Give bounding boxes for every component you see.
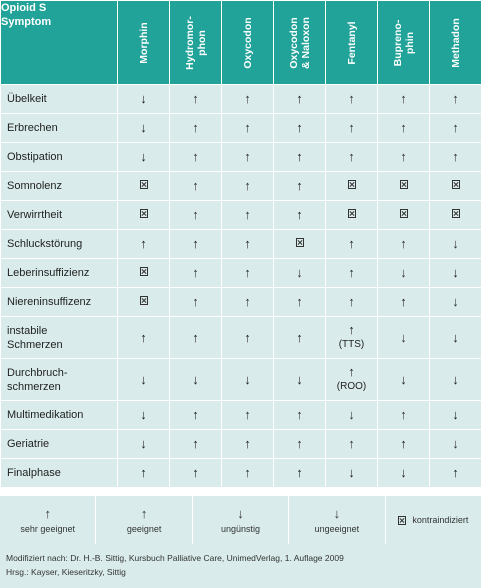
contraindicated-icon	[348, 209, 356, 218]
rating-cell	[118, 114, 170, 143]
rating-cell	[222, 401, 274, 430]
rating-cell	[222, 114, 274, 143]
drug-label: Hydromor- phon	[183, 15, 208, 70]
rating-cell	[170, 85, 222, 114]
rating-cell	[430, 459, 481, 488]
symptom-label: Verwirrtheit	[1, 201, 118, 230]
arrow-up-icon: ↑	[348, 322, 355, 337]
rating-cell	[118, 459, 170, 488]
symptom-label: Leberinsuffizienz	[1, 259, 118, 288]
rating-cell	[430, 359, 481, 401]
rating-cell	[274, 401, 326, 430]
symptom-label: Somnolenz	[1, 172, 118, 201]
source-footer	[0, 544, 481, 588]
rating-cell	[326, 201, 378, 230]
rating-cell	[378, 317, 430, 359]
arrow-up-icon: ↑	[192, 294, 199, 309]
table-row	[1, 114, 481, 143]
arrow-up-icon: ↑	[244, 465, 251, 480]
rating-cell	[326, 230, 378, 259]
arrow-up-icon: ↑	[452, 149, 459, 164]
arrow-down-icon: ↓	[140, 436, 147, 451]
rating-cell	[170, 259, 222, 288]
arrow-down-icon: ↓	[452, 329, 459, 345]
rating-cell	[118, 201, 170, 230]
rating-cell	[430, 114, 481, 143]
symptom-label: Durchbruch- schmerzen	[1, 359, 118, 401]
rating-cell	[274, 201, 326, 230]
rating-cell	[378, 459, 430, 488]
table-row	[1, 143, 481, 172]
symptom-label: Erbrechen	[1, 114, 118, 143]
arrow-up-icon: ↑	[244, 436, 251, 451]
rating-cell	[222, 430, 274, 459]
rating-cell	[274, 230, 326, 259]
rating-cell	[118, 172, 170, 201]
arrow-up-icon: ↑	[192, 465, 199, 480]
table-row	[1, 230, 481, 259]
rating-cell	[170, 317, 222, 359]
drug-header-oxycodon	[222, 1, 274, 85]
arrow-up-icon: ↑	[296, 91, 303, 106]
contraindicated-icon	[400, 209, 408, 218]
header-row	[1, 1, 481, 85]
contraindicated-icon	[452, 209, 460, 218]
arrow-up-icon: ↑	[192, 236, 199, 251]
rating-cell	[222, 143, 274, 172]
arrow-down-icon: ↓	[140, 371, 147, 387]
rating-cell	[430, 230, 481, 259]
arrow-up-icon: ↑	[296, 407, 303, 422]
rating-cell	[170, 359, 222, 401]
symptom-label: Niereninsuffizenz	[1, 288, 118, 317]
rating-cell	[222, 172, 274, 201]
arrow-down-icon: ↓	[296, 265, 303, 280]
arrow-down-icon: ↓	[452, 236, 459, 251]
arrow-up-icon: ↑	[296, 436, 303, 451]
arrow-up-icon: ↑	[192, 120, 199, 135]
rating-cell	[118, 430, 170, 459]
drug-header-morphin	[118, 1, 170, 85]
arrow-down-icon: ↓	[140, 120, 147, 135]
arrow-up-icon: ↑	[348, 294, 355, 309]
arrow-up-icon: ↑	[244, 407, 251, 422]
arrow-up-icon: ↑	[244, 294, 251, 309]
rating-cell	[170, 172, 222, 201]
arrow-up-icon: ↑	[244, 178, 251, 193]
rating-cell	[326, 459, 378, 488]
table-row	[1, 317, 481, 359]
rating-cell	[118, 359, 170, 401]
rating-cell	[170, 114, 222, 143]
arrow-down-icon: ↓	[400, 371, 407, 387]
rating-cell	[326, 288, 378, 317]
arrow-up-icon: ↑	[296, 294, 303, 309]
rating-cell	[378, 114, 430, 143]
legend-item	[289, 496, 385, 544]
arrow-up-icon: ↑	[400, 236, 407, 251]
arrow-up-icon: ↑	[192, 265, 199, 280]
rating-cell	[430, 317, 481, 359]
arrow-down-icon: ↓	[333, 505, 341, 521]
symptom-label: Obstipation	[1, 143, 118, 172]
rating-cell	[118, 85, 170, 114]
rating-cell	[170, 459, 222, 488]
rating-cell	[170, 401, 222, 430]
rating-cell	[430, 172, 481, 201]
arrow-up-icon: ↑	[192, 329, 199, 345]
table-row	[1, 172, 481, 201]
rating-cell	[378, 143, 430, 172]
arrow-up-icon: ↑	[296, 329, 303, 345]
cell-note: (TTS)	[338, 339, 365, 350]
rating-cell	[274, 359, 326, 401]
arrow-up-icon: ↑	[140, 236, 147, 251]
arrow-up-icon: ↑	[244, 207, 251, 222]
contraindicated-icon	[296, 238, 304, 247]
table-row	[1, 259, 481, 288]
rating-cell	[378, 288, 430, 317]
rating-cell	[430, 201, 481, 230]
rating-cell	[222, 230, 274, 259]
legend-label: ungünstig	[220, 523, 261, 534]
drug-label: Bupreno- phin	[391, 19, 416, 66]
rating-cell	[274, 259, 326, 288]
arrow-up-icon: ↑	[348, 436, 355, 451]
arrow-up-icon: ↑	[140, 505, 148, 521]
arrow-up-icon: ↑	[192, 149, 199, 164]
table-row	[1, 201, 481, 230]
contraindicated-icon	[140, 296, 148, 305]
rating-cell	[274, 317, 326, 359]
arrow-down-icon: ↓	[400, 265, 407, 280]
table-row	[1, 430, 481, 459]
arrow-up-icon: ↑	[244, 149, 251, 164]
legend-label: ungeeignet	[314, 523, 360, 534]
rating-cell	[274, 143, 326, 172]
drug-label: Fentanyl	[345, 20, 358, 65]
rating-cell	[274, 172, 326, 201]
arrow-down-icon: ↓	[237, 505, 244, 521]
arrow-down-icon: ↓	[348, 407, 355, 422]
drug-header-hydromorphon	[170, 1, 222, 85]
corner-header: Opioid S Symptom	[1, 1, 118, 85]
rating-cell	[222, 85, 274, 114]
rating-cell	[274, 114, 326, 143]
arrow-up-icon: ↑	[244, 120, 251, 135]
drug-label: Oxycodon	[241, 16, 254, 69]
rating-cell	[118, 230, 170, 259]
arrow-up-icon: ↑	[400, 91, 407, 106]
contraindicated-icon	[398, 516, 406, 525]
arrow-up-icon: ↑	[452, 91, 459, 106]
arrow-down-icon: ↓	[452, 294, 459, 309]
rating-cell	[222, 259, 274, 288]
drug-label: Oxycodon & Naloxon	[287, 16, 312, 69]
arrow-up-icon: ↑	[348, 364, 355, 379]
arrow-up-icon: ↑	[44, 505, 51, 521]
arrow-up-icon: ↑	[192, 91, 199, 106]
rating-cell	[378, 172, 430, 201]
rating-cell	[274, 430, 326, 459]
contraindicated-icon	[140, 267, 148, 276]
rating-cell	[170, 143, 222, 172]
arrow-down-icon: ↓	[296, 371, 303, 387]
legend-label: sehr geeignet	[20, 523, 75, 534]
rating-cell	[170, 288, 222, 317]
arrow-down-icon: ↓	[452, 265, 459, 280]
rating-cell	[222, 317, 274, 359]
arrow-up-icon: ↑	[296, 207, 303, 222]
arrow-up-icon: ↑	[400, 294, 407, 309]
rating-cell	[378, 401, 430, 430]
contraindicated-icon	[452, 180, 460, 189]
symptom-label: Schluckstörung	[1, 230, 118, 259]
arrow-up-icon: ↑	[140, 465, 147, 480]
rating-cell	[430, 259, 481, 288]
rating-cell	[274, 288, 326, 317]
contraindicated-icon	[140, 180, 148, 189]
arrow-up-icon: ↑	[348, 265, 355, 280]
arrow-down-icon: ↓	[452, 371, 459, 387]
arrow-up-icon: ↑	[348, 91, 355, 106]
rating-cell	[378, 430, 430, 459]
symptom-label: Übelkeit	[1, 85, 118, 114]
arrow-down-icon: ↓	[400, 329, 407, 345]
rating-cell	[274, 85, 326, 114]
rating-cell	[326, 85, 378, 114]
arrow-up-icon: ↑	[244, 329, 251, 345]
rating-cell	[326, 430, 378, 459]
arrow-down-icon: ↓	[348, 465, 355, 480]
legend	[0, 496, 481, 544]
table-row	[1, 85, 481, 114]
rating-cell	[378, 230, 430, 259]
rating-cell	[326, 114, 378, 143]
arrow-up-icon: ↑	[400, 436, 407, 451]
rating-cell	[118, 259, 170, 288]
symptom-label: Finalphase	[1, 459, 118, 488]
rating-cell	[378, 85, 430, 114]
contraindicated-icon	[400, 180, 408, 189]
arrow-down-icon: ↓	[140, 149, 147, 164]
drug-label: Methadon	[449, 17, 462, 68]
arrow-up-icon: ↑	[192, 436, 199, 451]
arrow-up-icon: ↑	[296, 120, 303, 135]
arrow-up-icon: ↑	[244, 236, 251, 251]
cell-note: (ROO)	[336, 381, 367, 392]
rating-cell	[118, 401, 170, 430]
legend-item	[193, 496, 289, 544]
arrow-down-icon: ↓	[400, 465, 407, 480]
arrow-up-icon: ↑	[296, 178, 303, 193]
drug-header-oxycodon-naloxon	[274, 1, 326, 85]
rating-cell	[170, 430, 222, 459]
rating-cell	[222, 288, 274, 317]
arrow-down-icon: ↓	[140, 407, 147, 422]
rating-cell	[326, 143, 378, 172]
rating-cell	[430, 288, 481, 317]
table-row	[1, 459, 481, 488]
table-row	[1, 359, 481, 401]
rating-cell	[326, 259, 378, 288]
rating-cell	[222, 359, 274, 401]
rating-cell	[118, 288, 170, 317]
symptom-label: instabile Schmerzen	[1, 317, 118, 359]
table-body	[1, 85, 481, 488]
rating-cell	[430, 401, 481, 430]
arrow-up-icon: ↑	[400, 149, 407, 164]
table-row	[1, 288, 481, 317]
arrow-up-icon: ↑	[348, 149, 355, 164]
arrow-up-icon: ↑	[348, 236, 355, 251]
legend-item	[386, 496, 481, 544]
arrow-up-icon: ↑	[192, 207, 199, 222]
rating-cell	[430, 85, 481, 114]
rating-cell	[222, 201, 274, 230]
rating-cell	[222, 459, 274, 488]
legend-item	[0, 496, 96, 544]
arrow-up-icon: ↑	[244, 91, 251, 106]
legend-label: kontraindiziert	[412, 515, 469, 525]
rating-cell	[118, 317, 170, 359]
arrow-down-icon: ↓	[192, 371, 199, 387]
symptom-label: Multimedikation	[1, 401, 118, 430]
legend-label: geeignet	[126, 523, 162, 534]
rating-cell	[274, 459, 326, 488]
symptom-label: Geriatrie	[1, 430, 118, 459]
arrow-up-icon: ↑	[452, 465, 459, 480]
contraindicated-icon	[348, 180, 356, 189]
arrow-up-icon: ↑	[400, 120, 407, 135]
drug-label: Morphin	[137, 21, 150, 64]
arrow-up-icon: ↑	[400, 407, 407, 422]
arrow-up-icon: ↑	[140, 329, 147, 345]
rating-cell	[378, 201, 430, 230]
rating-cell	[170, 230, 222, 259]
arrow-up-icon: ↑	[192, 178, 199, 193]
rating-cell	[326, 317, 378, 359]
rating-cell	[430, 430, 481, 459]
drug-header-buprenorphin	[378, 1, 430, 85]
arrow-down-icon: ↓	[452, 407, 459, 422]
arrow-up-icon: ↑	[244, 265, 251, 280]
rating-cell	[326, 359, 378, 401]
arrow-down-icon: ↓	[140, 91, 147, 106]
arrow-up-icon: ↑	[296, 149, 303, 164]
footer-editors: Hrsg.: Kayser, Kieseritzky, Sittig	[6, 567, 126, 577]
rating-cell	[430, 143, 481, 172]
footer-source: Modifiziert nach: Dr. H.-B. Sittig, Kursbuch Palliative Care, UnimedVerlag, 1. Auflage 2009	[6, 553, 344, 563]
rating-cell	[378, 259, 430, 288]
rating-cell	[170, 201, 222, 230]
arrow-up-icon: ↑	[348, 120, 355, 135]
arrow-up-icon: ↑	[296, 465, 303, 480]
arrow-up-icon: ↑	[192, 407, 199, 422]
rating-cell	[326, 172, 378, 201]
table-row	[1, 401, 481, 430]
rating-cell	[378, 359, 430, 401]
rating-cell	[118, 143, 170, 172]
drug-header-fentanyl	[326, 1, 378, 85]
arrow-up-icon: ↑	[452, 120, 459, 135]
legend-item	[96, 496, 192, 544]
rating-cell	[326, 401, 378, 430]
drug-header-methadon	[430, 1, 481, 85]
arrow-down-icon: ↓	[244, 371, 251, 387]
arrow-down-icon: ↓	[452, 436, 459, 451]
contraindicated-icon	[140, 209, 148, 218]
